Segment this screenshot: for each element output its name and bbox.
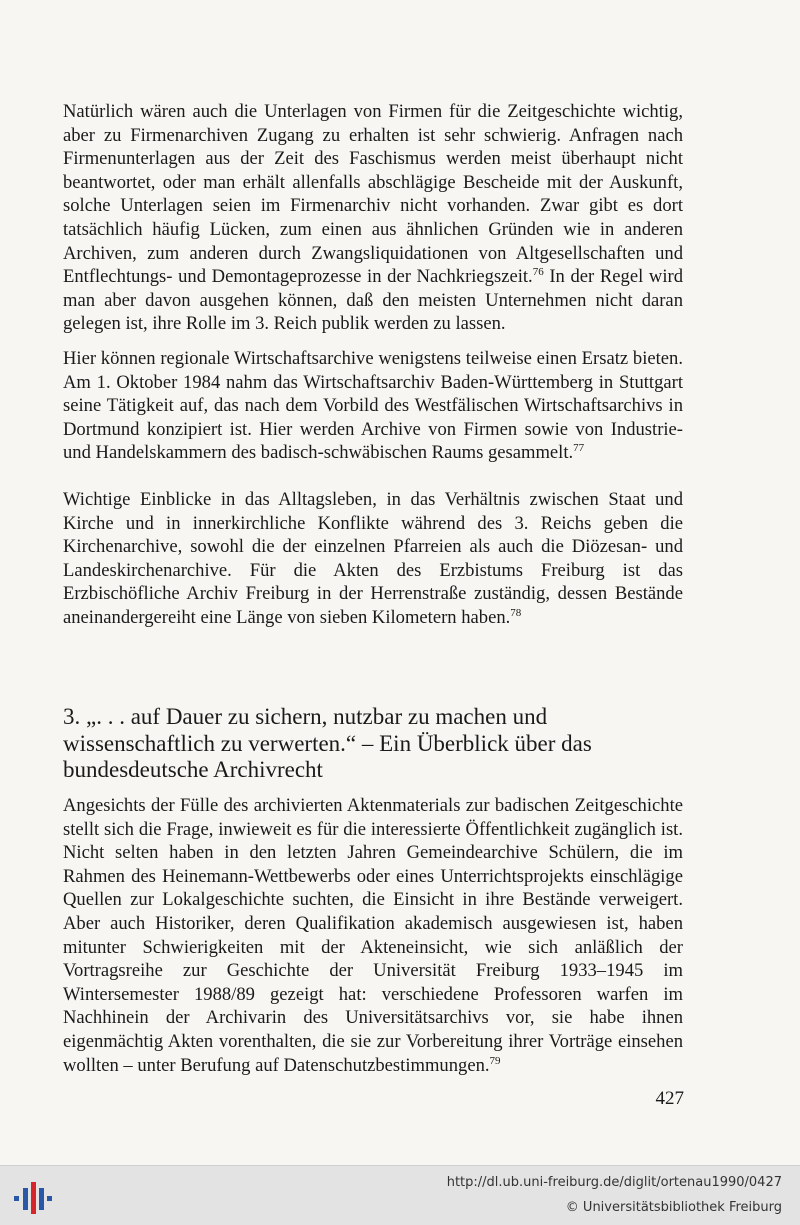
paragraph-text: In der Regel wird man aber davon ausgehen können, daß den meisten Unternehmen nicht daran gelegen ist, ihre Rolle im 3. Reich publik werden zu lassen.	[63, 266, 683, 335]
paragraph-archivrecht	[63, 794, 683, 1077]
page-number: 427	[655, 1088, 684, 1109]
copyright-text: © Universitätsbibliothek Freiburg	[565, 1200, 782, 1215]
footnote-ref-77: 77	[573, 442, 585, 455]
viewer-footer	[0, 1165, 800, 1225]
paragraph-firmenarchive	[63, 100, 683, 336]
footnote-ref-76: 76	[532, 266, 544, 279]
paragraph-text: Natürlich wären auch die Unterlagen von Firmen für die Zeitgeschichte wichtig, aber zu Firmenarchiven Zugang zu erhalten ist sehr schwierig. Anfragen nach Firmenunterlagen aus der Zeit des Faschismus werden meist überhaupt nicht beantwortet, oder man erhält allenfalls abschlägige Bescheide mit der Auskunft, solche Unterlagen seien im Firmenarchiv nicht vorhanden. Zwar gibt es dort tatsächlich häufig Lücken, zum einen aus ähnlichen Gründen wie in anderen Archiven, zum anderen durch Zwangsliquidationen von Altgesellschaften und Entflechtungs- und Demontageprozesse in der Nachkriegszeit.	[63, 101, 683, 288]
section-heading: 3. „. . . auf Dauer zu sichern, nutzbar zu machen und wissenschaftlich zu verwerten.“ – Ein Überblick über das bundesdeutsche Archivrecht	[63, 704, 592, 782]
footnote-ref-79: 79	[489, 1054, 501, 1067]
ub-freiburg-logo-icon	[10, 1180, 56, 1216]
footnote-ref-78: 78	[510, 606, 522, 619]
permalink-url[interactable]: http://dl.ub.uni-freiburg.de/diglit/ortenau1990/0427	[446, 1175, 782, 1190]
paragraph-text: Wichtige Einblicke in das Alltagsleben, in das Verhältnis zwischen Staat und Kirche und in innerkirchliche Konflikte während des 3. Reichs geben die Kirchenarchive, sowohl die der einzelnen Pfarreien als auch die Diözesan- und Landeskirchenarchive. Für die Akten des Erzbistums Freiburg ist das Erzbischöfliche Archiv Freiburg in der Herrenstraße zuständig, dessen Bestände aneinandergereiht eine Länge von sieben Kilometern haben.	[63, 489, 683, 628]
paragraph-kirchenarchive	[63, 488, 683, 630]
paragraph-text: Hier können regionale Wirtschaftsarchive wenigstens teilweise einen Ersatz bieten. Am 1. Oktober 1984 nahm das Wirtschaftsarchiv Baden-Württemberg in Stuttgart seine Tätigkeit auf, das nach dem Vorbild des Westfälischen Wirtschaftsarchivs in Dortmund konzipiert ist. Hier werden Archive von Firmen sowie von Industrie- und Handelskammern des badisch-schwäbischen Raums gesammelt.	[63, 348, 683, 464]
paragraph-text: Angesichts der Fülle des archivierten Aktenmaterials zur badischen Zeitgeschichte stellt sich die Frage, inwieweit es für die interessierte Öffentlichkeit zugänglich ist. Nicht selten haben in den letzten Jahren Gemeindearchive Schülern, die im Rahmen des Heinemann-Wettbewerbs oder eines Unterrichtsprojekts einschlägige Quellen zur Lokalgeschichte suchten, die Einsicht in ihre Bestände verweigert. Aber auch Historiker, deren Qualifikation akademisch ausgewiesen ist, haben mitunter Schwierigkeiten mit der Akteneinsicht, wie sich anläßlich der Vortragsreihe zur Geschichte der Universität Freiburg 1933–1945 im Wintersemester 1988/89 gezeigt hat: verschiedene Professoren warfen im Nachhinein der Archivarin des Universitätsarchivs vor, sie habe ihnen eigenmächtig Akten vorenthalten, die sie zur Vorbereitung ihrer Vorträge einsehen wollten – unter Berufung auf Datenschutzbestimmungen.	[63, 795, 683, 1076]
paragraph-wirtschaftsarchive	[63, 347, 683, 465]
